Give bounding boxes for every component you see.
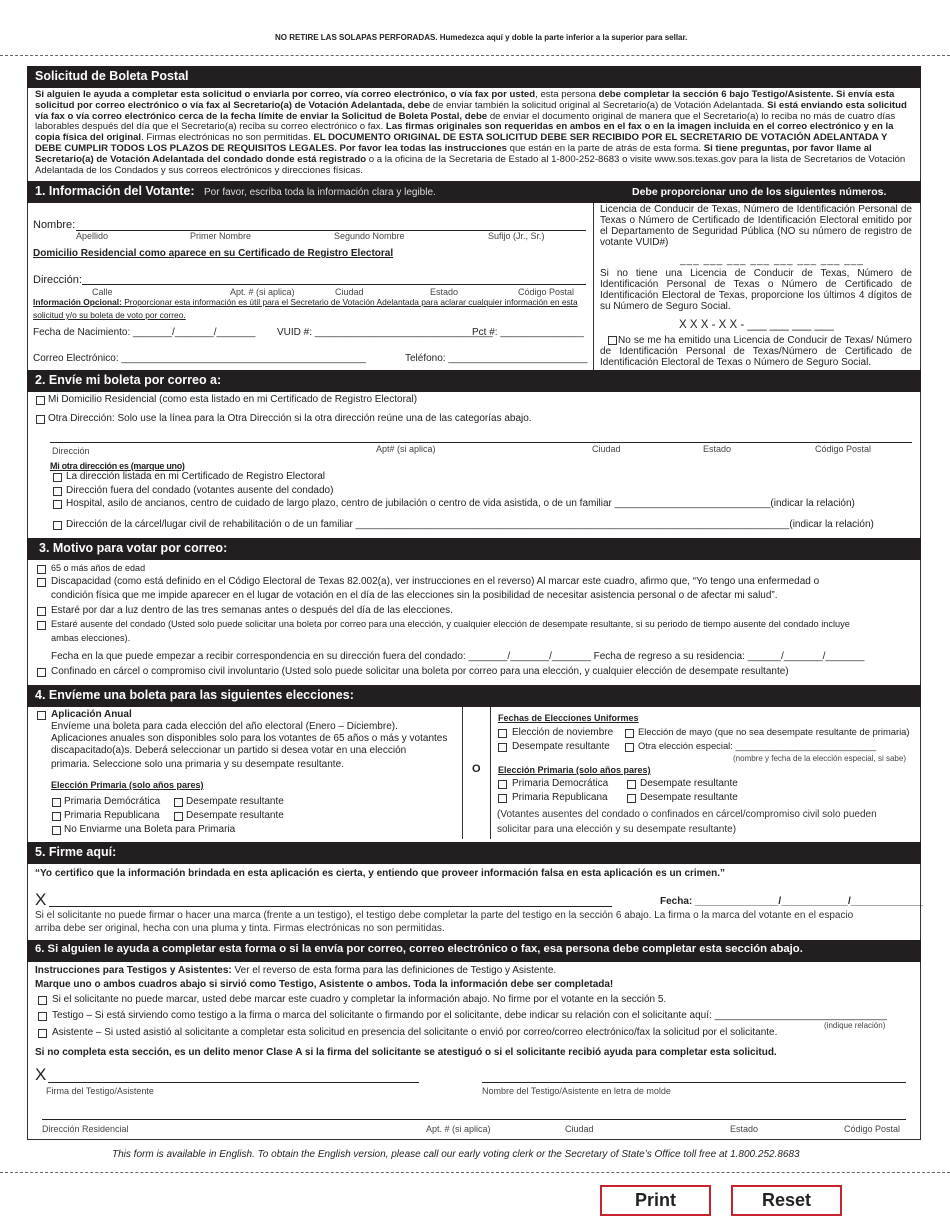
street-caption: Calle (92, 287, 113, 297)
may-checkbox[interactable] (625, 729, 634, 738)
lastname-caption: Apellido (76, 231, 109, 241)
special-election-checkbox[interactable] (625, 743, 634, 752)
voter-signature-field[interactable] (49, 906, 612, 907)
dem-runoff-checkbox[interactable] (627, 780, 636, 789)
or-label: O (472, 763, 481, 775)
runoff-label: Desempate resultante (512, 741, 610, 752)
jail-option: Dirección de la cárcel/lugar civil de rehabilitación o de un familiar ______________________________________________________________________________(indicar la relación) (66, 519, 874, 530)
absent-checkbox[interactable] (37, 621, 46, 630)
primary-note-2: solicitar para una elección y su desempate resultante) (497, 824, 737, 835)
section4-divider-left (462, 707, 463, 839)
cannot-mark-option: Si el solicitante no puede marcar, usted debe marcar este cuadro y completar la información abajo. No firme por el votante en la sección 5. (52, 994, 667, 1005)
witness-signature-caption: Firma del Testigo/Asistente (46, 1086, 154, 1096)
annual-rep-label: Primaria Republicana (64, 810, 160, 821)
vuid-field[interactable]: VUID #: ________________________________ (277, 327, 493, 338)
dem-runoff-label: Desempate resultante (640, 778, 738, 789)
certification-text: “Yo certifico que la información brindada en esta aplicación es cierta, y entiendo que proveer información falsa en esta aplicación es un crimen.” (35, 868, 726, 879)
section1-right-title: Debe proporcionar uno de los siguientes números. (632, 186, 887, 198)
special-election-field[interactable]: Otra elección especial: ___________________________ (638, 740, 877, 751)
may-label: Elección de mayo (que no sea desempate resultante de primaria) (638, 726, 910, 737)
name-label: Nombre: (33, 219, 76, 231)
annual-dem-checkbox[interactable] (52, 798, 61, 807)
other-address-heading: Mi otra dirección es (marque uno) (50, 461, 185, 471)
signature-note-1: Si el solicitante no puede firmar o hacer una marca (frente a un testigo), el testigo debe completar la parte del testigo en la sección 6 abajo. La firma o la marca del votante en el espacio (35, 910, 854, 921)
annual-text-3: discapacitado(a)s. Deberá seleccionar un partido si desea votar en una elección (51, 745, 407, 756)
apt-caption: Apt. # (si aplica) (230, 287, 295, 297)
november-label: Elección de noviembre (512, 727, 614, 738)
other-address-checkbox[interactable] (36, 415, 45, 424)
absent-dates-field[interactable]: Fecha en la que puede empezar a recibir correspondencia en su dirección fuera del condado: _______/_______/_______ Fecha de regreso a su residencia: ______/_______/_______ (51, 651, 865, 662)
runoff-checkbox[interactable] (498, 743, 507, 752)
age-65-option: 65 o más años de edad (51, 563, 146, 573)
annual-rep-runoff-checkbox[interactable] (174, 812, 183, 821)
section3-header: 3. Motivo para votar por correo: (27, 538, 921, 560)
section1-header: 1. Información del Votante: Por favor, escriba toda la información clara y legible. (27, 181, 921, 203)
childbirth-checkbox[interactable] (37, 607, 46, 616)
state-caption: Estado (430, 287, 459, 297)
print-button[interactable]: Print (600, 1185, 711, 1216)
jail-checkbox[interactable] (53, 521, 62, 530)
registration-address-option: La dirección listada en mi Certificado de Registro Electoral (66, 471, 326, 482)
intro-text: Si alguien le ayuda a completar esta solicitud o enviarla por correo, vía correo electrónico, o vía fax por usted, esta persona debe completar la sección 6 bajo Testigo/Asistente. Si envía esta solicitud por correo electrónico o vía fax al Secretario(a) de Votación Adelantada, debe de enviar también la solicitud original al Secretario(a) de Votación Adelantada. Si está enviando esta solicitud vía fax o vía correo electrónico cerca de la fecha límite de enviar la Solicitud de Boleta Postal, debe de enviar el documento original de manera que el Secretario(a) lo reciba no más de cuatro días laborables después del día que el Secretario(a) reciba su correo electrónico o fax. Las firmas originales son requeridas en ambos en el fax o en la imagen incluida en el correo electrónico y en la copia física del original. Firmas electrónicas no son permitidas. EL DOCUMENTO ORIGINAL DE ESTA SOLICITUD DEBE SER RECIBIDO POR EL SECRETARIO DE VOTACIÓN ADELANTADA Y DEBE CUMPLIR TODOS LOS PLAZOS DE REQUISITOS LEGALES. Por favor lea todas las instrucciones que están en la parte de atrás de esta forma. Si tiene preguntas, por favor llame al Secretario(a) de Votación Adelantada del condado donde está registrado o a la oficina de la Secretaria de Estado al 1-800-252-8683 o visite www.sos.texas.gov para la lista de Secretarios de Votación Adelantada de los Condados y sus correos electrónicos y direcciones físicas. (35, 89, 907, 176)
rep-label: Primaria Republicana (512, 792, 608, 803)
disability-checkbox[interactable] (37, 578, 46, 587)
childbirth-option: Estaré por dar a luz dentro de las tres semanas antes o después del día de las elecciones. (51, 605, 453, 616)
ssn-field[interactable]: X X X - X X - ___ ___ ___ ___ (679, 319, 834, 331)
section5-header: 5. Firme aquí: (27, 842, 921, 864)
zip-caption: Código Postal (518, 287, 575, 297)
sign-date-field[interactable]: Fecha: _______________/____________/_____________ (660, 896, 924, 907)
rep-runoff-label: Desempate resultante (640, 792, 738, 803)
rep-checkbox[interactable] (498, 794, 507, 803)
annual-text-1: Envíeme una boleta para cada elección del año electoral (Enero – Diciembre). (51, 721, 398, 732)
assistant-checkbox[interactable] (38, 1029, 47, 1038)
section4-header: 4. Envíeme una boleta para las siguientes elecciones: (27, 685, 921, 707)
absent-option-cont: ambas elecciones). (51, 633, 131, 643)
email-field[interactable]: Correo Electrónico: ____________________________________________ (33, 353, 367, 364)
suffix-caption: Sufijo (Jr., Sr.) (488, 231, 545, 241)
witness-signature-field[interactable] (48, 1082, 419, 1083)
id-number-instructions: Licencia de Conducir de Texas, Número de Identificación Personal de Texas o Número de Certificado de Identificación Electoral emitido por el Departamento de Seguridad Pública (NO su número de registro de votante VUID#) (600, 204, 912, 248)
section2-header: 2. Envíe mi boleta por correo a: (27, 370, 921, 392)
mail-state-caption: Estado (703, 444, 732, 454)
cannot-mark-checkbox[interactable] (38, 996, 47, 1005)
witness-street-caption: Dirección Residencial (42, 1124, 129, 1134)
annual-dem-runoff-label: Desempate resultante (186, 796, 284, 807)
out-of-county-checkbox[interactable] (53, 487, 62, 496)
annual-dem-label: Primaria Demócrática (64, 796, 161, 807)
pct-field[interactable]: Pct #: _______________ (472, 327, 584, 338)
birthdate-field[interactable]: Fecha de Nacimiento: _______/_______/_______ (33, 327, 256, 338)
middlename-caption: Segundo Nombre (334, 231, 405, 241)
annual-rep-checkbox[interactable] (52, 812, 61, 821)
english-version-note: This form is available in English. To obtain the English version, please call our early voting clerk or the Secretary of State’s Office toll free at 1.800.252.8683 (112, 1149, 800, 1160)
relationship-caption: (indique relación) (824, 1021, 886, 1030)
primary-heading: Elección Primaria (solo años pares) (498, 765, 651, 775)
no-id-text: No se me ha emitido una Licencia de Conducir de Texas/ Número de Identificación Personal de Texas/Número de Certificado de Identificación Electoral de Texas o Número de Seguro Social. (600, 335, 912, 368)
annual-text-4: primaria. Seleccione solo una primaria y su desempate resultante. (51, 759, 344, 770)
hospital-checkbox[interactable] (53, 500, 62, 509)
misdemeanor-warning: Si no completa esta sección, es un delito menor Clase A si la firma del solicitante se atestiguó o si el solicitante recibió ayuda para completar esta solicitud. (35, 1047, 777, 1058)
ssn-instructions: Si no tiene una Licencia de Conducir de Texas, Número de Identificación Personal de Texas o Número de Certificado de Identificación Electoral de Texas, proporcione los últimos 4 dígitos de su Número de Seguro Social. (600, 268, 912, 312)
uniform-dates-heading: Fechas de Elecciones Uniformes (498, 713, 639, 723)
section6-header: 6. Si alguien le ayuda a completar esta forma o si la envía por correo, correo electrónico o fax, esa persona debe completar esta sección abajo. (27, 940, 921, 962)
annual-primary-heading: Elección Primaria (solo años pares) (51, 780, 204, 790)
registration-address-checkbox[interactable] (53, 473, 62, 482)
annual-text-2: Aplicaciones anuales son disponibles solo para los votantes de 65 años o más y votantes (51, 733, 448, 744)
out-of-county-option: Dirección fuera del condado (votantes ausente del condado) (66, 485, 334, 496)
assistant-option: Asistente – Si usted asistió al solicitante a completar esta solicitud en presencia del solicitante o envió por correo/correo electrónico/fax la solicitud por el solicitante. (52, 1027, 778, 1038)
witness-mark-instruction: Marque uno o ambos cuadros abajo si sirvió como Testigo, Asistente o ambos. Toda la información debe ser completada! (35, 979, 614, 990)
bottom-perforation-line (0, 1172, 950, 1173)
primary-note-1: (Votantes ausentes del condado o confinados en cárcel/compromiso civil solo pueden (497, 809, 877, 820)
no-primary-checkbox[interactable] (52, 826, 61, 835)
annual-dem-runoff-checkbox[interactable] (174, 798, 183, 807)
annual-label: Aplicación Anual (51, 709, 132, 720)
witness-apt-caption: Apt. # (si aplica) (426, 1124, 491, 1134)
hospital-option: Hospital, asilo de ancianos, centro de cuidado de largo plazo, centro de jubilación o centro de vida asistida, o de un familiar ____________________________(indicar la relación) (66, 498, 855, 509)
section4-divider-right (490, 707, 491, 839)
id-number-field[interactable]: ___ ___ ___ ___ ___ ___ ___ ___ (680, 255, 864, 266)
absent-option: Estaré ausente del condado (Usted solo puede solicitar una boleta por correo para una elección, y cualquier elección de desempate resultante, si su periodo de tiempo ausente del condado incluye (51, 619, 850, 629)
witness-instructions: Instrucciones para Testigos y Asistentes: Ver el reverso de esta forma para las definiciones de Testigo y Asistente. (35, 965, 557, 976)
special-election-caption: (nombre y fecha de la elección especial, si sabe) (733, 754, 906, 763)
section1-divider (593, 203, 594, 370)
age-65-checkbox[interactable] (37, 565, 46, 574)
other-address-option: Otra Dirección: Solo use la línea para la Otra Dirección si la otra dirección reúne una de las categorías abajo. (48, 413, 532, 424)
rep-runoff-checkbox[interactable] (627, 794, 636, 803)
witness-state-caption: Estado (730, 1124, 759, 1134)
annual-checkbox[interactable] (37, 711, 46, 720)
fold-notice: NO RETIRE LAS SOLAPAS PERFORADAS. Humedezca aquí y doble la parte inferior a la superior para sellar. (275, 33, 688, 42)
mail-city-caption: Ciudad (592, 444, 621, 454)
november-checkbox[interactable] (498, 729, 507, 738)
address-label: Dirección: (33, 274, 82, 286)
other-address-field[interactable] (50, 442, 912, 443)
dem-checkbox[interactable] (498, 780, 507, 789)
form-title: Solicitud de Boleta Postal (27, 66, 921, 88)
city-caption: Ciudad (335, 287, 364, 297)
phone-field[interactable]: Teléfono: _________________________ (405, 353, 588, 364)
disability-option: Discapacidad (como está definido en el Código Electoral de Texas 82.002(a), ver instrucciones en el reverso) Al marcar este cuadro, afirmo que, “Yo tengo una enfermedad o (51, 576, 820, 587)
residence-heading: Domicilio Residencial como aparece en su Certificado de Registro Electoral (33, 248, 394, 259)
address-field[interactable] (82, 284, 586, 285)
disability-option-cont: condición física que me impide aparecer en el lugar de votación en el día de las elecciones sin la posibilidad de necesitar asistencia personal o de afectar mi salud”. (51, 590, 778, 601)
witness-option[interactable]: Testigo – Si está sirviendo como testigo a la firma o marca del solicitante o firmando por el solicitante, debe indicar su relación con el solicitante aquí: _______________________________ (52, 1010, 887, 1021)
signature-note-2: arriba debe ser original, hecha con una pluma y tinta. Firmas electrónicas no son permitidas. (35, 923, 445, 934)
witness-zip-caption: Código Postal (844, 1124, 901, 1134)
signature-x: X (35, 890, 47, 909)
confined-checkbox[interactable] (37, 668, 46, 677)
confined-option: Confinado en cárcel o compromiso civil involuntario (Usted solo puede solicitar una boleta por correo para una elección, y cualquier elección de desempate resultante) (51, 666, 789, 677)
witness-city-caption: Ciudad (565, 1124, 594, 1134)
optional-info: Información Opcional: Proporcionar esta información es útil para el Secretario de Votación Adelantada para aclarar cualquier información en esta solicitud y/o su boleta de voto por correo. (33, 297, 578, 320)
witness-name-field[interactable] (482, 1082, 906, 1083)
witness-address-field[interactable] (42, 1119, 906, 1120)
annual-rep-runoff-label: Desempate resultante (186, 810, 284, 821)
firstname-caption: Primer Nombre (190, 231, 252, 241)
residence-option: Mi Domicilio Residencial (como esta listado en mi Certificado de Registro Electoral) (48, 394, 418, 405)
no-primary-label: No Enviarme una Boleta para Primaria (64, 824, 236, 835)
mail-apt-caption: Apt# (si aplica) (376, 444, 436, 454)
witness-x: X (35, 1065, 47, 1084)
perforation-line (0, 55, 950, 56)
witness-name-caption: Nombre del Testigo/Asistente en letra de molde (482, 1086, 671, 1096)
dem-label: Primaria Democrática (512, 778, 609, 789)
witness-checkbox[interactable] (38, 1012, 47, 1021)
residence-checkbox[interactable] (36, 396, 45, 405)
mail-street-caption: Dirección (52, 446, 90, 456)
reset-button[interactable]: Reset (731, 1185, 842, 1216)
mail-zip-caption: Código Postal (815, 444, 872, 454)
